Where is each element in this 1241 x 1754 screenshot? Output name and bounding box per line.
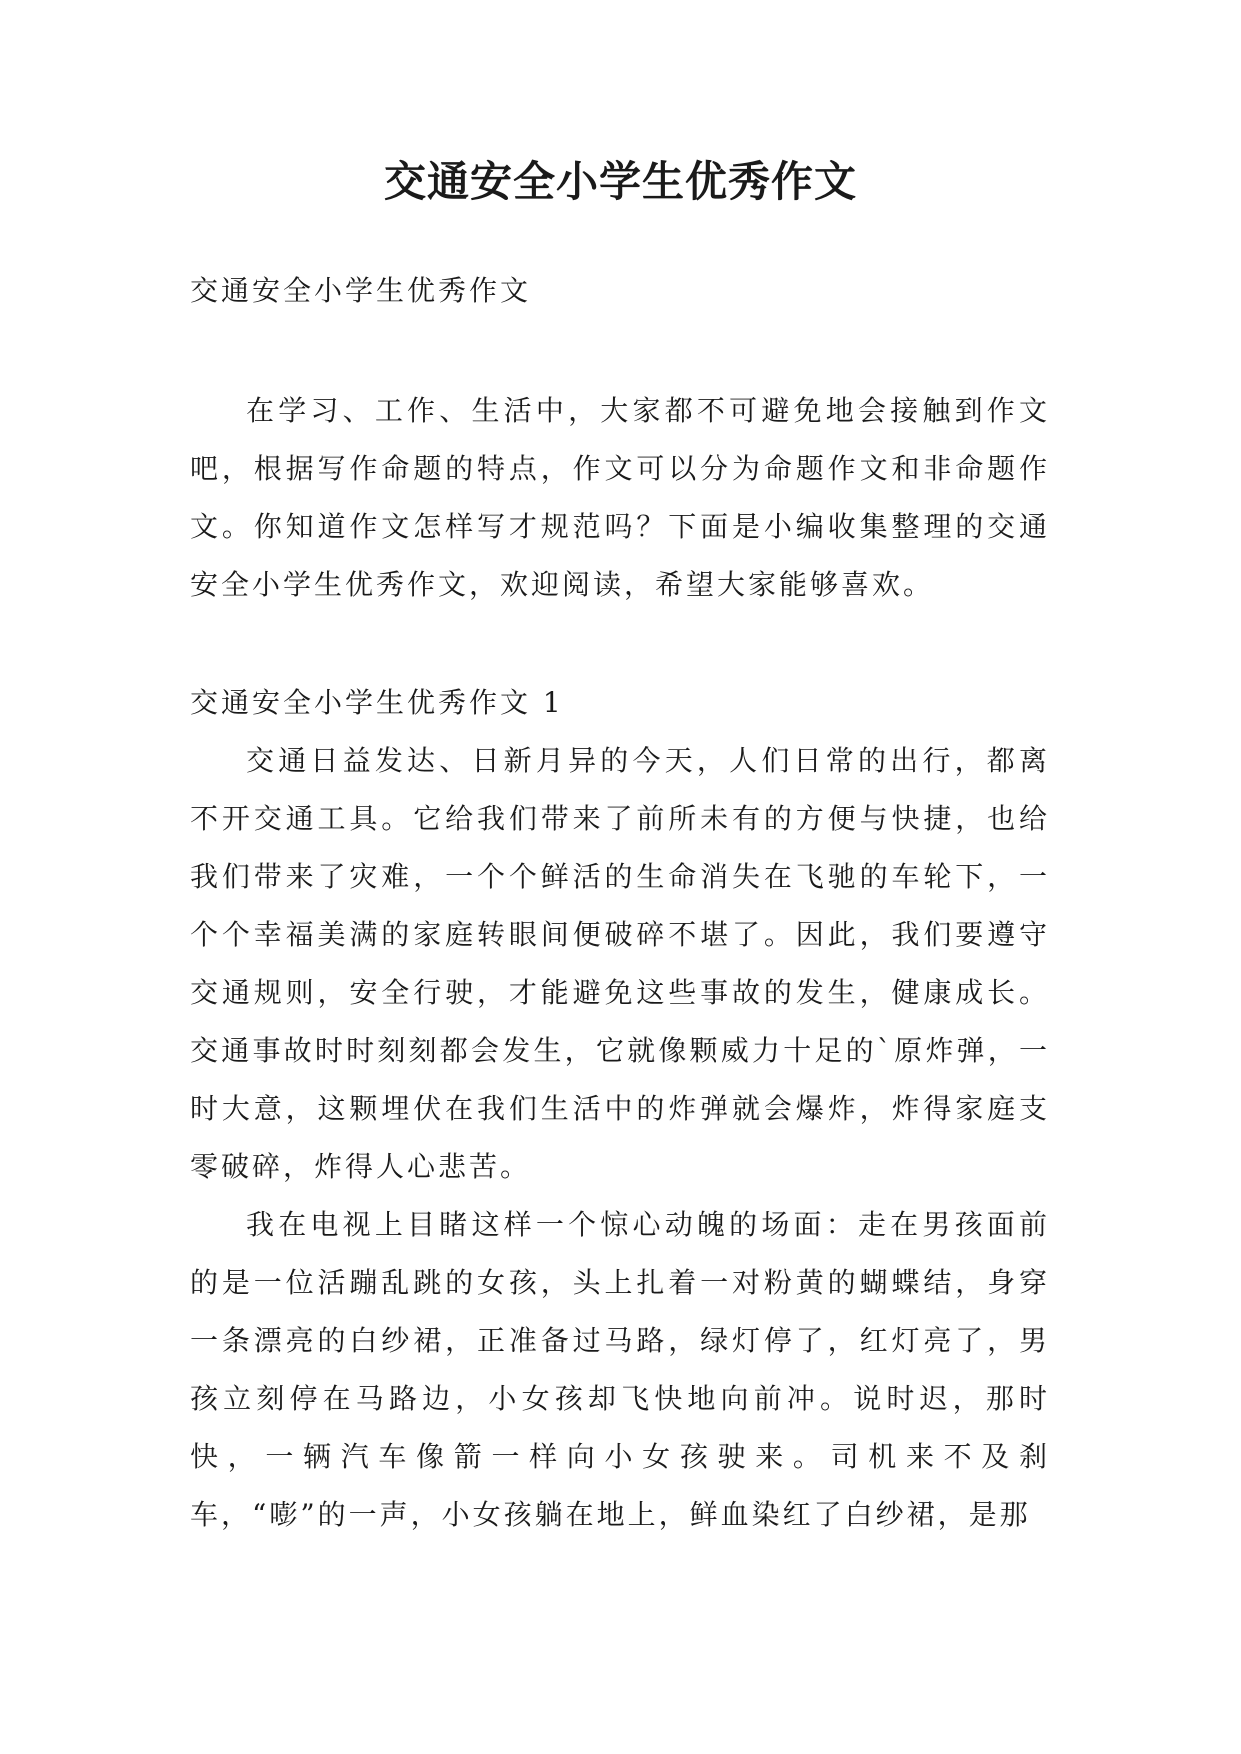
document-subtitle: 交通安全小学生优秀作文 <box>190 274 532 307</box>
body-paragraph-1: 交通日益发达、日新月异的今天，人们日常的出行，都离不开交通工具。它给我们带来了前所未有的方便与快捷，也给我们带来了灾难，一个个鲜活的生命消失在飞驰的车轮下，一个个幸福美满的家庭转眼间便破碎不堪了。因此，我们要遵守交通规则，安全行驶，才能避免这些事故的发生，健康成长。交通事故时时刻刻都会发生，它就像颗威力十足的`原炸弹，一时大意，这颗埋伏在我们生活中的炸弹就会爆炸，炸得家庭支零破碎，炸得人心悲苦。 <box>190 744 1050 1183</box>
body-paragraph-2: 我在电视上目睹这样一个惊心动魄的场面：走在男孩面前的是一位活蹦乱跳的女孩，头上扎着一对粉黄的蝴蝶结，身穿一条漂亮的白纱裙，正准备过马路，绿灯停了，红灯亮了，男孩立刻停在马路边，小女孩却飞快地向前冲。说时迟，那时快，一辆汽车像箭一样向小女孩驶来。司机来不及刹车，“嘭”的一声，小女孩躺在地上，鲜血染红了白纱裙，是那 <box>190 1208 1050 1531</box>
intro-paragraph: 在学习、工作、生活中，大家都不可避免地会接触到作文吧，根据写作命题的特点，作文可以分为命题作文和非命题作文。你知道作文怎样写才规范吗？下面是小编收集整理的交通安全小学生优秀作文，欢迎阅读，希望大家能够喜欢。 <box>190 394 1050 601</box>
section-heading: 交通安全小学生优秀作文 1 <box>190 686 564 719</box>
document-body <box>190 262 1050 1544</box>
document-title: 交通安全小学生优秀作文 <box>383 157 857 206</box>
